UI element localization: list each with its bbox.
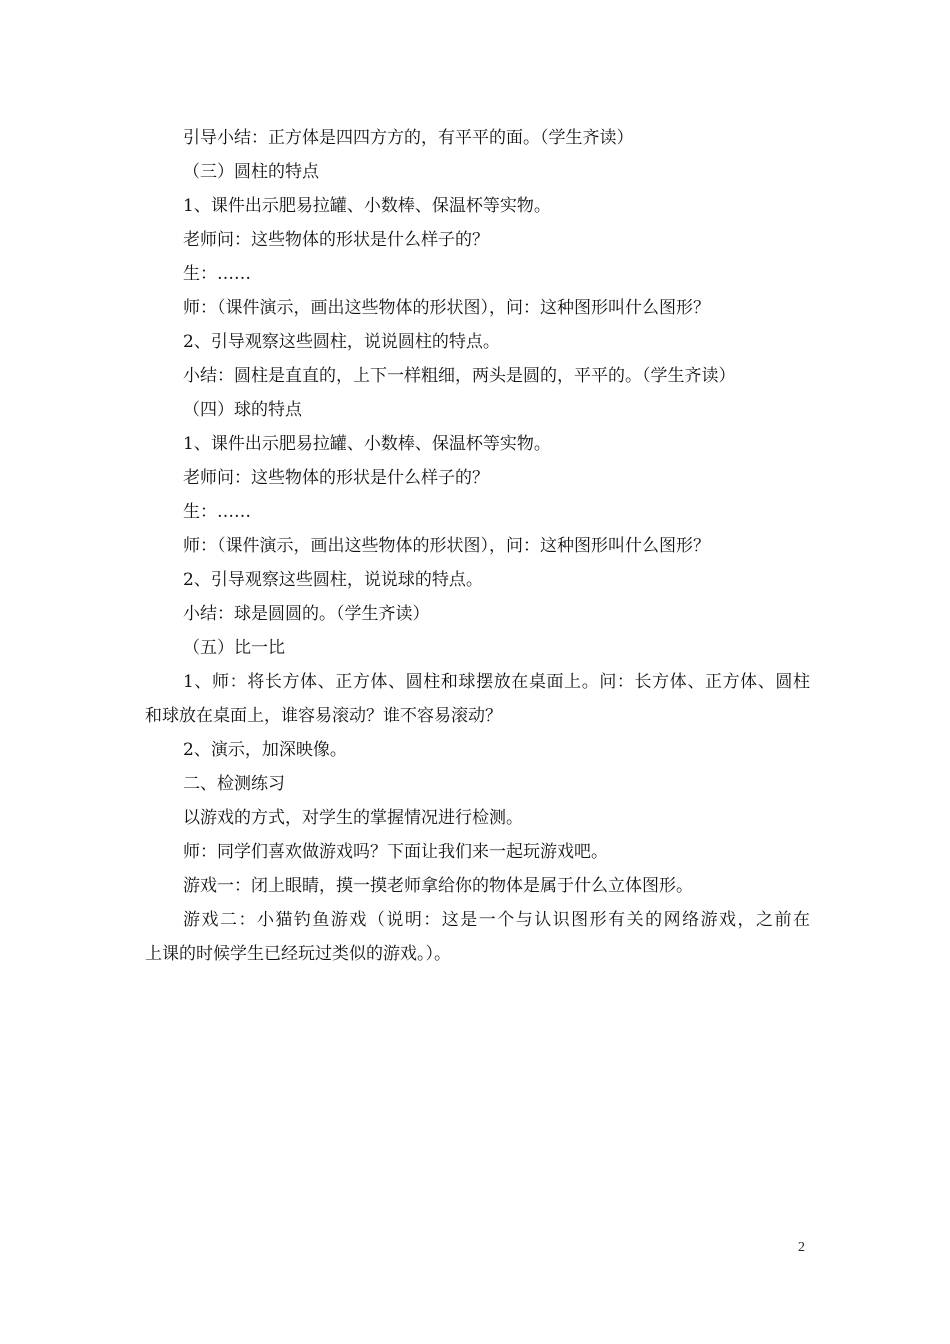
section-sphere-heading: （四）球的特点 bbox=[183, 400, 302, 420]
page-number: 2 bbox=[798, 1240, 805, 1255]
game-two-line-1: 游戏二：小猫钓鱼游戏（说明：这是一个与认识图形有关的网络游戏，之前在 bbox=[183, 910, 810, 930]
cylinder-teacher-demo: 师：（课件演示，画出这些物体的形状图），问：这种图形叫什么图形？ bbox=[183, 298, 710, 318]
cylinder-student-answer: 生：…… bbox=[183, 264, 251, 284]
compare-step-2: 2、演示，加深映像。 bbox=[183, 740, 347, 760]
practice-teacher-line: 师：同学们喜欢做游戏吗？下面让我们来一起玩游戏吧。 bbox=[183, 842, 608, 862]
section-practice-heading: 二、检测练习 bbox=[183, 774, 285, 794]
cylinder-step-2: 2、引导观察这些圆柱，说说圆柱的特点。 bbox=[183, 332, 500, 352]
sphere-step-2: 2、引导观察这些圆柱，说说球的特点。 bbox=[183, 570, 483, 590]
game-one: 游戏一：闭上眼睛，摸一摸老师拿给你的物体是属于什么立体图形。 bbox=[183, 876, 693, 896]
section-cylinder-heading: （三）圆柱的特点 bbox=[183, 162, 319, 182]
practice-intro: 以游戏的方式，对学生的掌握情况进行检测。 bbox=[183, 808, 523, 828]
summary-cylinder: 小结：圆柱是直直的，上下一样粗细，两头是圆的，平平的。（学生齐读） bbox=[183, 366, 736, 386]
sphere-teacher-question: 老师问：这些物体的形状是什么样子的？ bbox=[183, 468, 489, 488]
summary-sphere: 小结：球是圆圆的。（学生齐读） bbox=[183, 604, 430, 624]
compare-step-1-line-1: 1、师：将长方体、正方体、圆柱和球摆放在桌面上。问：长方体、正方体、圆柱 bbox=[183, 672, 810, 692]
compare-step-1-line-2: 和球放在桌面上，谁容易滚动？谁不容易滚动？ bbox=[145, 706, 502, 726]
sphere-step-1: 1、课件出示肥易拉罐、小数棒、保温杯等实物。 bbox=[183, 434, 551, 454]
cylinder-teacher-question: 老师问：这些物体的形状是什么样子的？ bbox=[183, 230, 489, 250]
section-compare-heading: （五）比一比 bbox=[183, 638, 285, 658]
summary-cube: 引导小结：正方体是四四方方的，有平平的面。（学生齐读） bbox=[183, 128, 634, 148]
cylinder-step-1: 1、课件出示肥易拉罐、小数棒、保温杯等实物。 bbox=[183, 196, 551, 216]
document-body bbox=[145, 121, 810, 971]
game-two-line-2: 上课的时候学生已经玩过类似的游戏。）。 bbox=[145, 944, 451, 964]
sphere-teacher-demo: 师：（课件演示，画出这些物体的形状图），问：这种图形叫什么图形？ bbox=[183, 536, 710, 556]
sphere-student-answer: 生：…… bbox=[183, 502, 251, 522]
